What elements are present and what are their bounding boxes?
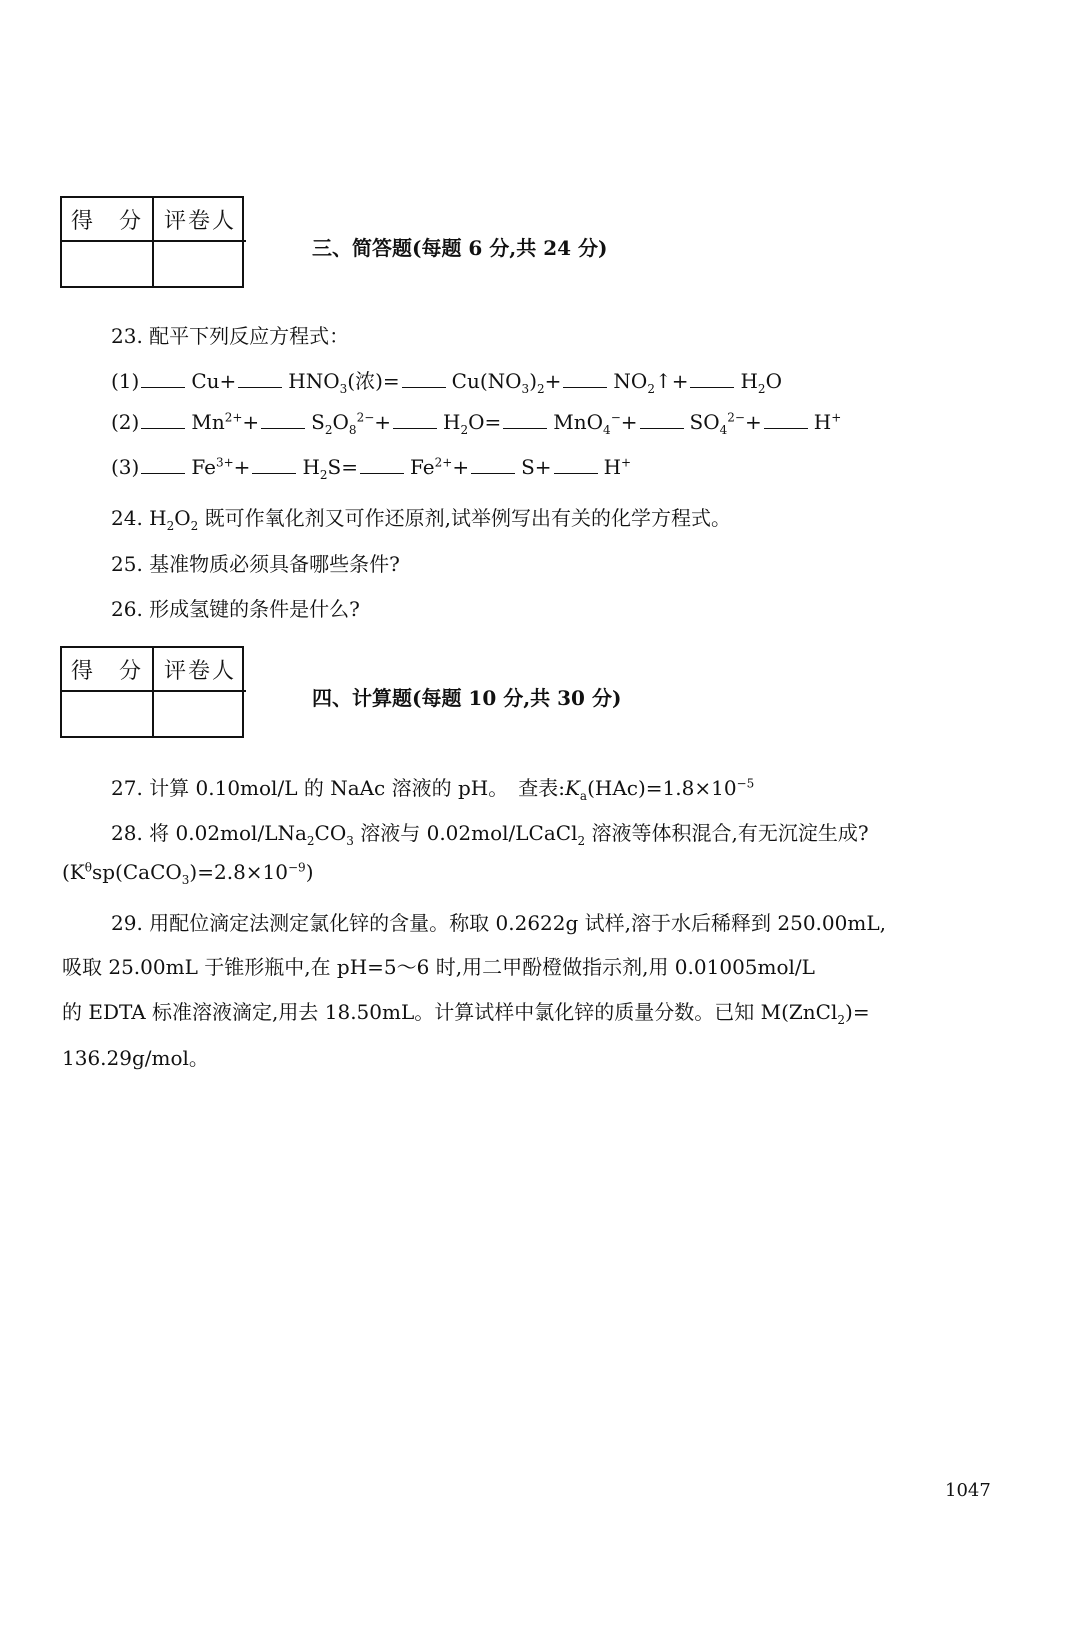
eq-term: H — [603, 455, 622, 479]
eq-term: NO — [613, 369, 648, 393]
eq-term: SO — [689, 410, 720, 434]
score-table-section4 — [60, 646, 244, 738]
coef-blank[interactable] — [503, 410, 547, 429]
eq-term: Fe — [410, 455, 435, 479]
eq-term: O — [765, 369, 782, 393]
eq-term: Fe — [191, 455, 216, 479]
q29-line2: 吸取 25.00mL 于锥形瓶中,在 pH=5～6 时,用二甲酚橙做指示剂,用 0.01005mol/L — [62, 955, 815, 979]
eq-sub: 8 — [348, 423, 357, 437]
q27 — [111, 772, 754, 803]
eq-term: H — [813, 410, 832, 434]
q29-line3 — [62, 996, 870, 1027]
coef-blank[interactable] — [764, 410, 808, 429]
coef-blank[interactable] — [690, 369, 734, 388]
eq-sub: 2 — [647, 382, 655, 396]
eq-sub: 2 — [460, 423, 469, 437]
eq-sup: 2+ — [224, 410, 243, 425]
grader-label: 评卷人 — [154, 648, 246, 692]
coef-blank[interactable] — [141, 410, 185, 429]
q27-sub: a — [579, 789, 588, 803]
q23-stem: 23. 配平下列反应方程式： — [111, 324, 350, 348]
q24-text: 24. H — [111, 506, 167, 530]
coef-blank[interactable] — [261, 410, 305, 429]
eq-sub: 3 — [521, 382, 530, 396]
eq-term: S — [311, 410, 325, 434]
eq-term: H — [740, 369, 758, 393]
eq-num: (2) — [111, 410, 140, 434]
score-cell[interactable] — [62, 242, 154, 288]
grader-label: 评卷人 — [154, 198, 246, 242]
score-table-section3 — [60, 196, 244, 288]
page-number: 1047 — [945, 1480, 991, 1501]
q26: 26. 形成氢键的条件是什么? — [111, 597, 360, 621]
coef-blank[interactable] — [563, 369, 607, 388]
eq-term: (浓)= — [347, 369, 400, 393]
score-label: 得 分 — [62, 648, 154, 692]
q24-sub: 2 — [190, 519, 199, 533]
eq-term: S= — [327, 455, 358, 479]
q25: 25. 基准物质必须具备哪些条件? — [111, 552, 400, 576]
q29-text: )= — [845, 1000, 870, 1024]
coef-blank[interactable] — [393, 410, 437, 429]
q28-text: 溶液等体积混合,有无沉淀生成? — [585, 821, 869, 845]
coef-blank[interactable] — [471, 455, 515, 474]
q28-sub: 2 — [306, 834, 315, 848]
eq-term: Cu+ — [191, 369, 237, 393]
q24-text: O — [174, 506, 191, 530]
section3-title: 三、简答题(每题 6 分,共 24 分) — [312, 236, 608, 260]
eq-sup: 2− — [356, 410, 375, 425]
eq-sub: 2 — [537, 382, 545, 396]
coef-blank[interactable] — [402, 369, 446, 388]
eq-term: + — [233, 455, 251, 479]
q28-text: 溶液与 0.02mol/LCaCl — [353, 821, 578, 845]
eq-term: H — [443, 410, 461, 434]
q28-text: )=2.8×10 — [189, 860, 288, 884]
eq-sub: 2 — [319, 468, 328, 482]
eq-sup: + — [831, 410, 842, 425]
eq-sup: − — [610, 410, 621, 425]
q24-sub: 2 — [166, 519, 175, 533]
eq-sub: 3 — [339, 382, 348, 396]
grader-cell[interactable] — [154, 692, 246, 738]
eq-term: O= — [468, 410, 502, 434]
eq-term: ) — [529, 369, 537, 393]
eq-num: (1) — [111, 369, 140, 393]
eq-term: H — [302, 455, 320, 479]
eq-term: + — [452, 455, 470, 479]
q28-sub: 3 — [346, 834, 354, 848]
eq-term: MnO — [553, 410, 604, 434]
q27-text: 27. 计算 0.10mol/L 的 NaAc 溶液的 pH。 查表: — [111, 776, 565, 800]
coef-blank[interactable] — [141, 455, 185, 474]
eq-term: ↑+ — [654, 369, 689, 393]
eq-term: HNO — [288, 369, 340, 393]
q28-sup: θ — [84, 860, 92, 875]
q28-text: (K — [62, 860, 85, 884]
q28-text: CO — [314, 821, 347, 845]
eq-sup: + — [621, 455, 632, 470]
coef-blank[interactable] — [252, 455, 296, 474]
q28-sub: 2 — [577, 834, 586, 848]
eq-num: (3) — [111, 455, 140, 479]
q27-exp: −5 — [736, 776, 755, 791]
q23-eq2 — [111, 410, 841, 437]
coef-blank[interactable] — [360, 455, 404, 474]
eq-term: S+ — [521, 455, 552, 479]
eq-sup: 2− — [727, 410, 745, 425]
q27-k: K — [564, 776, 580, 800]
q23-eq1 — [111, 365, 782, 396]
q28-text: ) — [305, 860, 314, 884]
q28-sub: 3 — [181, 873, 190, 887]
q28-line1 — [111, 817, 869, 848]
eq-sub: 2 — [324, 423, 333, 437]
eq-sub: 2 — [757, 382, 766, 396]
grader-cell[interactable] — [154, 242, 246, 288]
q29-text: 的 EDTA 标准溶液滴定,用去 18.50mL。计算试样中氯化锌的质量分数。已知 M(ZnCl — [62, 1000, 838, 1024]
score-label: 得 分 — [62, 198, 154, 242]
q28-exp: −9 — [288, 860, 306, 875]
eq-term: + — [620, 410, 638, 434]
section4-title: 四、计算题(每题 10 分,共 30 分) — [312, 686, 622, 710]
eq-term: Mn — [191, 410, 225, 434]
eq-sup: 3+ — [215, 455, 234, 470]
q29-sub: 2 — [837, 1013, 846, 1027]
eq-sup: 2+ — [434, 455, 453, 470]
coef-blank[interactable] — [238, 369, 282, 388]
eq-term: + — [544, 369, 562, 393]
eq-term: + — [242, 410, 260, 434]
q24-text: 既可作氧化剂又可作还原剂,试举例写出有关的化学方程式。 — [198, 506, 732, 530]
coef-blank[interactable] — [640, 410, 684, 429]
q27-text: (HAc)=1.8×10 — [587, 776, 737, 800]
q29-line4: 136.29g/mol。 — [62, 1046, 209, 1070]
q28-text: 28. 将 0.02mol/LNa — [111, 821, 307, 845]
q28-line2 — [62, 860, 314, 887]
coef-blank[interactable] — [554, 455, 598, 474]
eq-sub: 4 — [719, 423, 728, 437]
score-cell[interactable] — [62, 692, 154, 738]
coef-blank[interactable] — [141, 369, 185, 388]
q28-text: sp(CaCO — [91, 860, 182, 884]
eq-term: + — [744, 410, 762, 434]
eq-sub: 4 — [603, 423, 611, 437]
q29-line1: 29. 用配位滴定法测定氯化锌的含量。称取 0.2622g 试样,溶于水后稀释到 250.00mL, — [111, 911, 886, 935]
eq-term: + — [374, 410, 392, 434]
q23-eq3 — [111, 455, 631, 482]
eq-term: Cu(NO — [451, 369, 522, 393]
eq-term: O — [332, 410, 349, 434]
q24 — [111, 502, 731, 533]
